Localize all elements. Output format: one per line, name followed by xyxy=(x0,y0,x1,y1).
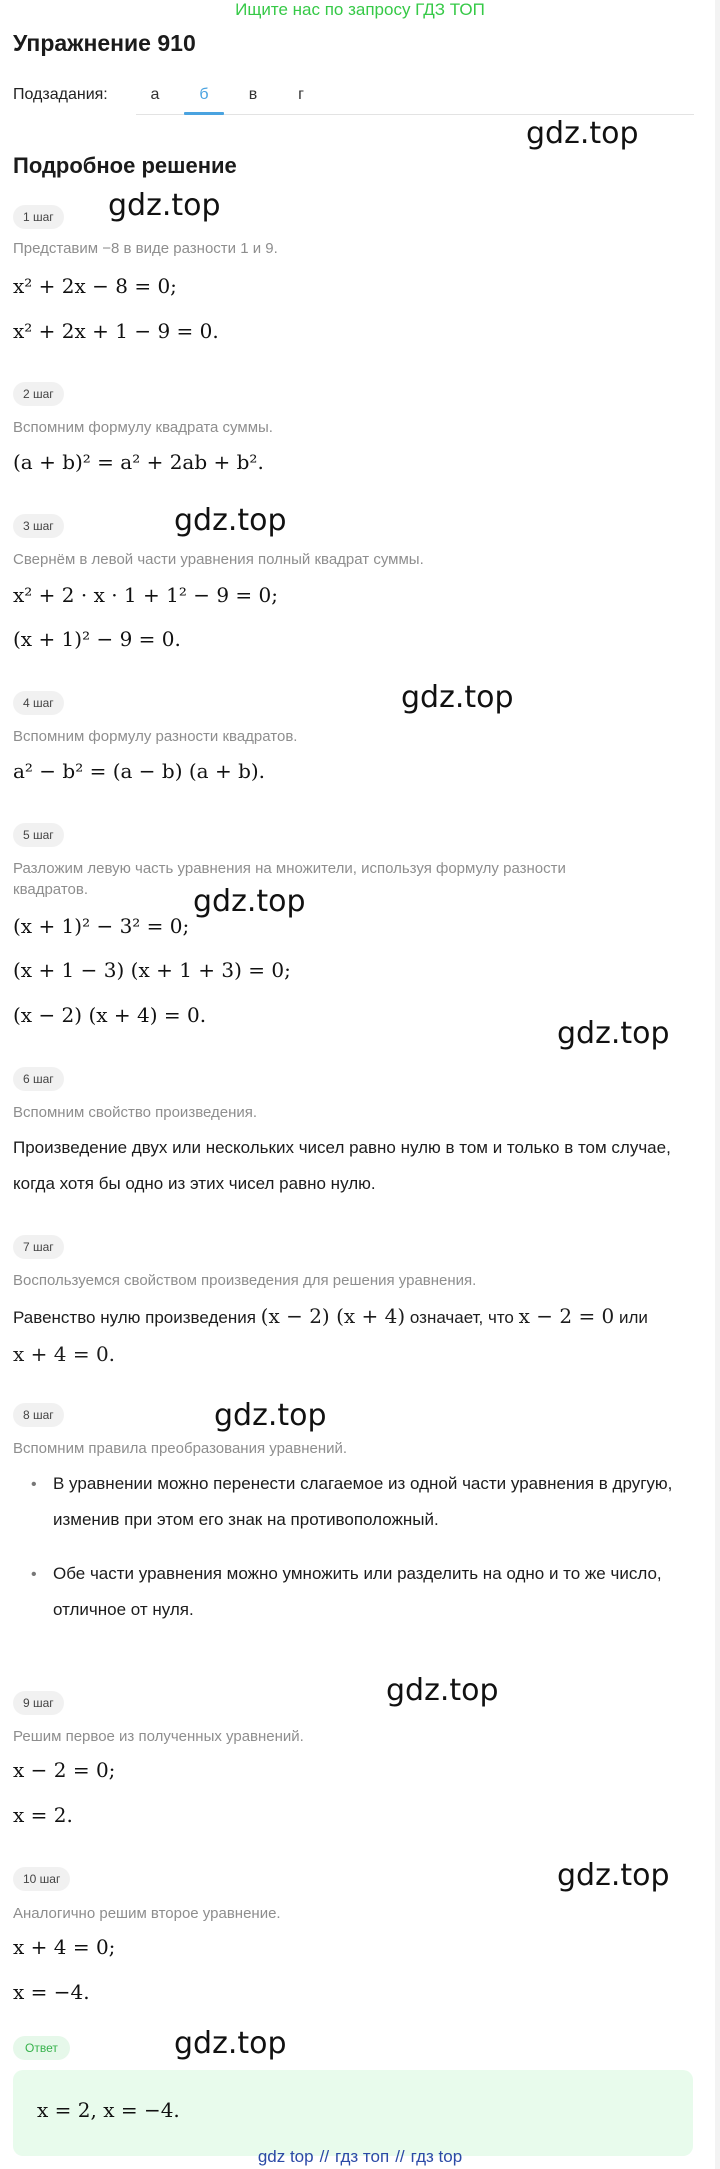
step-hint: Вспомним формулу квадрата суммы. xyxy=(13,419,273,436)
math-line: (x − 2) (x + 4) = 0. xyxy=(13,1003,207,1027)
footer-link[interactable]: gdz top xyxy=(257,2147,314,2166)
footer-links xyxy=(0,2147,720,2167)
watermark: gdz.top xyxy=(174,2026,287,2061)
math-line: x² + 2 · x · 1 + 1² − 9 = 0; xyxy=(13,583,278,607)
math-line: (a + b)² = a² + 2ab + b². xyxy=(13,450,264,474)
math-line: a² − b² = (a − b) (a + b). xyxy=(13,759,266,783)
math-line: x = −4. xyxy=(13,1980,90,2004)
math-line: (x + 1 − 3) (x + 1 + 3) = 0; xyxy=(13,958,291,982)
math-line: x = 2. xyxy=(13,1803,73,1827)
math-line: x + 4 = 0; xyxy=(13,1935,116,1959)
step-badge: 2 шаг xyxy=(13,382,64,406)
step-badge: 8 шаг xyxy=(13,1403,64,1427)
bullet-icon: • xyxy=(31,1566,37,1583)
bullet-text: В уравнении можно перенести слагаемое из одной части уравнения в другую, изменив при этом его знак на противоположный. xyxy=(53,1474,673,1529)
text-part: Равенство нулю произведения xyxy=(13,1308,261,1327)
step-hint: Представим −8 в виде разности 1 и 9. xyxy=(13,240,278,257)
footer-link[interactable]: гдз топ xyxy=(335,2147,390,2166)
step-hint: Воспользуемся свойством произведения для решения уравнения. xyxy=(13,1272,477,1289)
math-line: (x + 1)² − 3² = 0; xyxy=(13,914,190,938)
subtasks-label: Подзадания: xyxy=(13,86,108,103)
inline-math: x − 2 = 0 xyxy=(518,1304,615,1328)
tab-v[interactable]: в xyxy=(248,86,258,103)
watermark: gdz.top xyxy=(214,1398,327,1433)
watermark: gdz.top xyxy=(557,1016,670,1051)
step-hint: Вспомним формулу разности квадратов. xyxy=(13,728,298,745)
bullet-text: Обе части уравнения можно умножить или разделить на одно и то же число, отличное от нуля. xyxy=(53,1564,662,1619)
active-tab-indicator xyxy=(184,112,224,115)
step-hint: Аналогично решим второе уравнение. xyxy=(13,1905,281,1922)
step-hint: Решим первое из полученных уравнений. xyxy=(13,1728,304,1745)
inline-math: (x − 2) (x + 4) xyxy=(260,1304,406,1328)
step-text: Произведение двух или нескольких чисел равно нулю в том и только в том случае, когда хотя бы одно из этих чисел равно нулю. xyxy=(13,1138,671,1193)
footer-link[interactable]: гдз top xyxy=(410,2147,463,2166)
bullet-icon: • xyxy=(31,1476,37,1493)
answer-value: x = 2, x = −4. xyxy=(37,2098,180,2122)
step-hint: Вспомним свойство произведения. xyxy=(13,1104,258,1121)
watermark: gdz.top xyxy=(401,680,514,715)
footer-separator: // xyxy=(319,2147,330,2166)
watermark: gdz.top xyxy=(108,188,221,223)
step-badge: 6 шаг xyxy=(13,1067,64,1091)
footer-separator: // xyxy=(395,2147,405,2166)
watermark: gdz.top xyxy=(557,1858,670,1893)
section-title: Подробное решение xyxy=(13,153,237,178)
text-part: или xyxy=(614,1308,648,1327)
step-badge: 5 шаг xyxy=(13,823,64,847)
step-badge: 9 шаг xyxy=(13,1691,64,1715)
promo-banner[interactable]: Ищите нас по запросу ГДЗ ТОП xyxy=(235,0,485,19)
step-badge: 4 шаг xyxy=(13,691,64,715)
tab-a[interactable]: а xyxy=(150,86,160,103)
step-hint: Вспомним правила преобразования уравнений. xyxy=(13,1440,348,1457)
watermark: gdz.top xyxy=(193,884,306,919)
step-badge: 10 шаг xyxy=(13,1867,70,1891)
tab-b[interactable]: б xyxy=(199,86,209,103)
watermark: gdz.top xyxy=(174,503,287,538)
step-badge: 1 шаг xyxy=(13,205,64,229)
step-hint: Разложим левую часть уравнения на множители, используя формулу разности квадратов. xyxy=(13,860,566,898)
answer-badge: Ответ xyxy=(13,2036,70,2060)
inline-math: x + 4 = 0. xyxy=(13,1342,116,1366)
step-badge: 7 шаг xyxy=(13,1235,64,1259)
step-text xyxy=(13,1298,683,1374)
watermark: gdz.top xyxy=(386,1673,499,1708)
math-line: x² + 2x + 1 − 9 = 0. xyxy=(13,319,219,343)
math-line: x − 2 = 0; xyxy=(13,1758,116,1782)
step-badge: 3 шаг xyxy=(13,514,64,538)
text-part: означает, что xyxy=(405,1308,519,1327)
tab-g[interactable]: г xyxy=(298,86,304,103)
page-title: Упражнение 910 xyxy=(13,30,196,56)
watermark: gdz.top xyxy=(526,116,639,151)
math-line: (x + 1)² − 9 = 0. xyxy=(13,627,181,651)
scrollbar[interactable] xyxy=(715,0,720,2169)
step-hint: Свернём в левой части уравнения полный квадрат суммы. xyxy=(13,551,424,568)
math-line: x² + 2x − 8 = 0; xyxy=(13,274,177,298)
